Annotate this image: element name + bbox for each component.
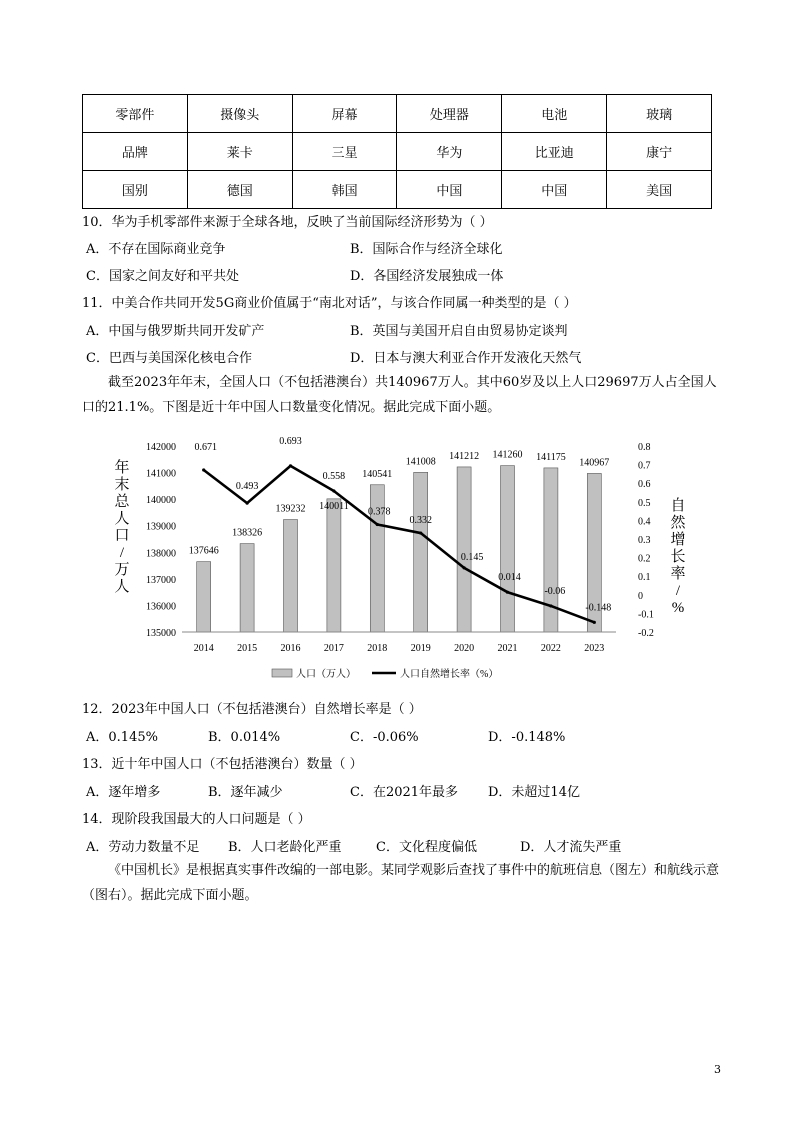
question-13-option-c: C．在2021年最多 xyxy=(350,785,459,800)
line-value-label: 0.693 xyxy=(279,435,302,447)
y-left-axis-title: 年末总人口/万人 xyxy=(114,460,130,595)
bar-value-label: 138326 xyxy=(232,527,263,539)
line-series xyxy=(202,464,596,624)
question-14-option-a: A．劳动力数量不足 xyxy=(86,840,200,855)
bar xyxy=(327,499,341,632)
x-tick-label: 2022 xyxy=(540,643,561,654)
line-value-label: -0.148 xyxy=(585,602,612,614)
y-left-tick-label: 136000 xyxy=(146,601,176,613)
x-tick-label: 2020 xyxy=(454,643,475,654)
table-cell: 比亚迪 xyxy=(502,133,607,171)
table-cell: 品牌 xyxy=(83,133,188,171)
y-left-tick-label: 139000 xyxy=(146,521,176,533)
table-cell: 中国 xyxy=(502,171,607,209)
legend-bar-label: 人口（万人） xyxy=(296,669,356,680)
line-value-label: 0.014 xyxy=(498,572,521,584)
question-12-option-d: D．-0.148% xyxy=(488,730,566,745)
question-13-stem: 13．近十年中国人口（不包括港澳台）数量（ ） xyxy=(82,757,363,772)
intro-paragraph-population xyxy=(82,370,722,420)
line-point xyxy=(593,621,596,624)
growth-rate-line xyxy=(204,466,595,622)
question-14-stem: 14．现阶段我国最大的人口问题是（ ） xyxy=(82,812,311,827)
table-cell: 电池 xyxy=(502,95,607,133)
table-cell: 中国 xyxy=(397,171,502,209)
x-tick-label: 2023 xyxy=(584,643,605,654)
x-tick-label: 2014 xyxy=(193,643,214,654)
y-left-tick-label: 135000 xyxy=(146,628,176,639)
x-tick-label: 2021 xyxy=(497,643,518,654)
question-12-option-a: A．0.145% xyxy=(86,730,158,745)
line-value-label: 0.493 xyxy=(235,481,259,493)
question-10-option-a: A．不存在国际商业竞争 xyxy=(86,242,226,257)
table-cell: 三星 xyxy=(292,133,397,171)
question-11-option-c: C．巴西与美国深化核电合作 xyxy=(86,351,252,366)
table-cell: 国别 xyxy=(83,171,188,209)
question-10-option-b: B．国际合作与经济全球化 xyxy=(350,242,503,257)
table-cell: 莱卡 xyxy=(187,133,292,171)
line-value-label: 0.378 xyxy=(368,506,391,518)
table-row xyxy=(83,171,712,209)
population-chart xyxy=(100,432,700,688)
y-right-tick-label: 0.1 xyxy=(638,572,651,584)
table-cell: 德国 xyxy=(187,171,292,209)
question-13-option-d: D．未超过14亿 xyxy=(488,785,580,800)
intro-paragraph-movie xyxy=(82,858,722,908)
table-cell: 玻璃 xyxy=(607,95,712,133)
bar-value-label: 139232 xyxy=(275,503,306,515)
y-right-tick-label: 0.3 xyxy=(638,535,651,546)
page-number: 3 xyxy=(714,1063,721,1076)
x-tick-label: 2017 xyxy=(323,643,344,654)
table-cell: 华为 xyxy=(397,133,502,171)
x-tick-label: 2016 xyxy=(280,643,301,654)
x-tick-label: 2019 xyxy=(410,643,431,654)
bar xyxy=(457,467,471,632)
line-point xyxy=(246,502,249,505)
bar xyxy=(501,466,515,632)
line-value-label: 0.145 xyxy=(460,551,484,563)
bar xyxy=(414,472,428,632)
line-point xyxy=(289,464,292,467)
question-12-option-c: C．-0.06% xyxy=(350,730,419,745)
x-tick-label: 2015 xyxy=(237,643,258,654)
line-point xyxy=(463,566,466,569)
bar-value-label: 141008 xyxy=(405,456,436,468)
question-14-option-c: C．文化程度偏低 xyxy=(376,840,477,855)
question-10-option-d: D．各国经济发展独成一体 xyxy=(350,269,504,284)
parts-table xyxy=(82,94,712,209)
bar-value-label: 137646 xyxy=(188,545,219,557)
legend-bar-swatch xyxy=(272,669,292,677)
y-right-tick-label: 0.6 xyxy=(638,479,651,491)
y-left-tick-label: 138000 xyxy=(146,548,176,560)
question-13-option-b: B．逐年减少 xyxy=(208,785,283,800)
table-cell: 屏幕 xyxy=(292,95,397,133)
y-right-tick-label: 0.7 xyxy=(638,460,651,472)
legend-line-label: 人口自然增长率（%） xyxy=(400,669,499,680)
intro-text: 《中国机长》是根据真实事件改编的一部电影。某同学观影后查找了事件中的航班信息（图左）和航线示意（图右）。据此完成下面小题。 xyxy=(82,863,720,903)
table-cell: 摄像头 xyxy=(187,95,292,133)
bar xyxy=(240,544,254,632)
question-10-option-c: C．国家之间友好和平共处 xyxy=(86,269,239,284)
line-point xyxy=(376,523,379,526)
bar xyxy=(284,520,298,632)
table-row xyxy=(83,95,712,133)
line-value-label: 0.332 xyxy=(409,515,432,527)
y-right-tick-label: 0.5 xyxy=(638,497,651,509)
bar-value-label: 140967 xyxy=(579,457,610,469)
table-cell: 处理器 xyxy=(397,95,502,133)
table-cell: 美国 xyxy=(607,171,712,209)
line-point xyxy=(419,531,422,534)
bar-value-label: 141175 xyxy=(536,451,566,463)
chart-legend xyxy=(272,667,498,680)
table-cell: 韩国 xyxy=(292,171,397,209)
table-cell: 零部件 xyxy=(83,95,188,133)
table-cell: 康宁 xyxy=(607,133,712,171)
question-12-stem: 12．2023年中国人口（不包括港澳台）自然增长率是（ ） xyxy=(82,702,422,717)
bar-value-label: 141260 xyxy=(492,449,523,461)
y-right-tick-label: 0.8 xyxy=(638,442,651,453)
question-11-option-d: D．日本与澳大利亚合作开发液化天然气 xyxy=(350,351,582,366)
question-11-option-b: B．英国与美国开启自由贸易协定谈判 xyxy=(350,324,568,339)
intro-text: 截至2023年年末，全国人口（不包括港澳台）共140967万人。其中60岁及以上人口29697万人占全国人口的21.1%。下图是近十年中国人口数量变化情况。据此完成下面小题。 xyxy=(82,375,717,415)
y-right-axis-title: 自然增长率/ % xyxy=(670,498,686,616)
line-point xyxy=(549,604,552,607)
line-point xyxy=(506,591,509,594)
question-11-stem: 11．中美合作共同开发5G商业价值属于“南北对话”，与该合作同属一种类型的是（ ） xyxy=(82,296,577,311)
y-right-tick-label: 0 xyxy=(638,590,643,602)
y-left-tick-label: 142000 xyxy=(146,442,176,453)
line-value-label: 0.671 xyxy=(194,441,217,453)
y-right-tick-label: 0.4 xyxy=(638,516,651,528)
bar-value-label: 140011 xyxy=(319,500,349,512)
line-value-label: 0.558 xyxy=(322,471,346,483)
bar xyxy=(197,562,211,632)
y-right-tick-label: -0.1 xyxy=(638,609,654,621)
bar-value-label: 140541 xyxy=(362,468,393,480)
y-right-tick-label: 0.2 xyxy=(638,553,651,565)
question-11-option-a: A．中国与俄罗斯共同开发矿产 xyxy=(86,324,265,339)
table-row xyxy=(83,133,712,171)
question-14-option-d: D．人才流失严重 xyxy=(520,840,622,855)
question-14-option-b: B．人口老龄化严重 xyxy=(228,840,342,855)
line-value-label: -0.06 xyxy=(544,585,566,597)
y-left-tick-label: 141000 xyxy=(146,468,176,480)
y-left-tick-label: 137000 xyxy=(146,574,176,586)
question-10-stem: 10．华为手机零部件来源于全球各地，反映了当前国际经济形势为（ ） xyxy=(82,215,493,230)
question-12-option-b: B．0.014% xyxy=(208,730,281,745)
y-right-tick-label: -0.2 xyxy=(638,628,654,639)
bar-value-label: 141212 xyxy=(449,450,480,462)
question-13-option-a: A．逐年增多 xyxy=(86,785,161,800)
line-point xyxy=(332,489,335,492)
x-tick-label: 2018 xyxy=(367,643,388,654)
y-left-tick-label: 140000 xyxy=(146,495,176,507)
line-point xyxy=(202,468,205,471)
